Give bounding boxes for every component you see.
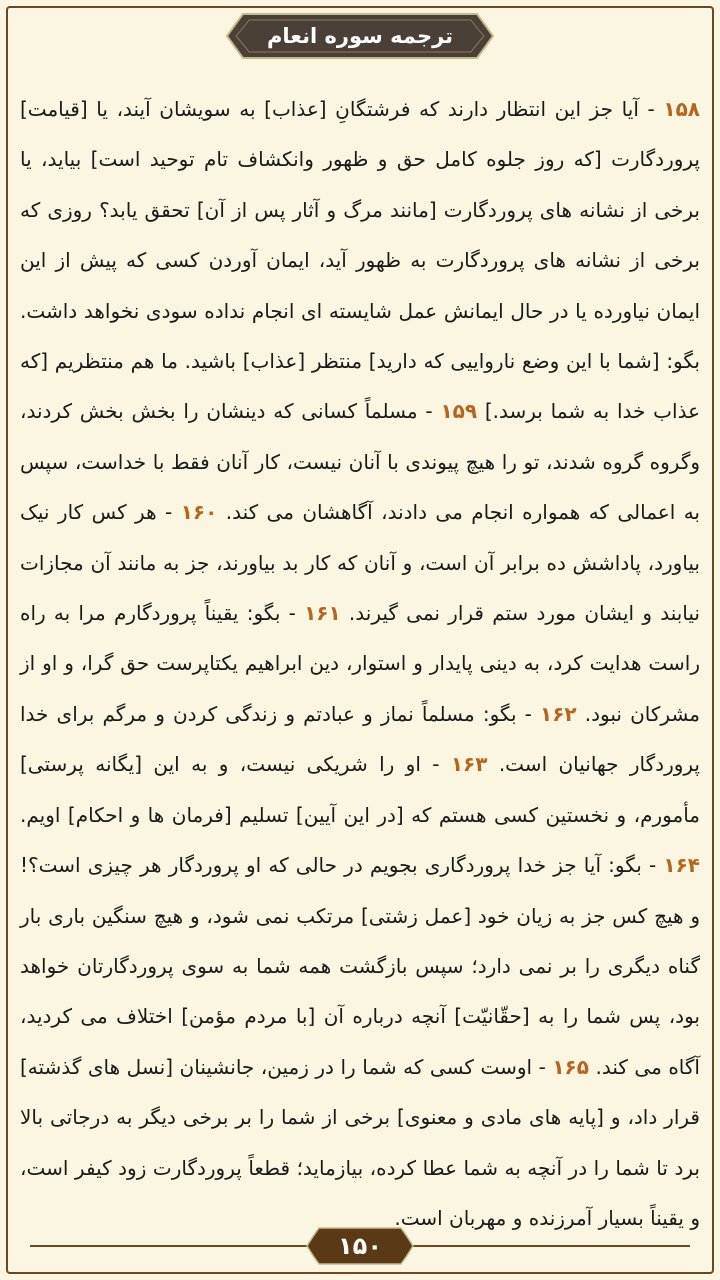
verse-text: - او را شریکی نیست، و به این [یگانه پرستی] مأمورم، و نخستین کسی هستم که [در این آیین] تسلیم [فرمان ها و احکام] اویم. xyxy=(20,752,700,827)
verse-number: ۱۶۳ xyxy=(450,752,488,777)
page-title: ترجمه سوره انعام xyxy=(266,24,454,48)
verse-number: ۱۶۰ xyxy=(180,500,218,525)
page-number-badge xyxy=(305,1226,415,1266)
verse-text: - بگو: آیا جز خدا پروردگاری بجویم در حالی که او پروردگار هر چیزی است؟! و هیچ کس جز به زیان خود [عمل زشتی] مرتکب نمی شود، و هیچ سنگین باری بار گناه دیگری را بر نمی دارد؛ سپس بازگشت همه شما به سوی پروردگارتان خواهد بود، پس شما را به [حقّانیّت] آنچه درباره آن [با مردم مؤمن] اختلاف می کردید، آگاه می کند. xyxy=(20,853,700,1079)
translation-text xyxy=(20,84,700,1230)
verse-text: - اوست کسی که شما را در زمین، جانشینان [نسل های گذشته] قرار داد، و [پایه های مادی و معنوی] برخی از شما را بر برخی دیگر به درجاتی بالا برد تا شما را در آنچه به شما عطا کرده، بیازماید؛ قطعاً پروردگارت زود کیفر است، و یقیناً بسیار آمرزنده و مهربان است. xyxy=(20,1054,700,1230)
verse-text: - مسلماً کسانی که دینشان را بخش بخش کردند، وگروه گروه شدند، تو را هیچ پیوندی با آنان نیست، کار آنان فقط با خداست، سپس به اعمالی که همواره انجام می دادند، آگاهشان می کند. xyxy=(20,399,700,525)
verse-number: ۱۶۱ xyxy=(304,601,341,626)
verse-number: ۱۶۴ xyxy=(663,853,700,878)
title-banner xyxy=(225,12,495,60)
verse-text: - بگو: یقیناً پروردگارم مرا به راه راست هدایت کرد، به دینی پایدار و استوار، دین ابراهیم یکتاپرست حق گرا، و او از مشرکان نبود. xyxy=(20,601,700,726)
verse-number: ۱۶۵ xyxy=(552,1054,589,1079)
verse-text: - آیا جز این انتظار دارند که فرشتگانِ [عذاب] به سویشان آیند، یا [قیامت] پروردگارت [که روز جلوه کامل حق و ظهور وانکشاف تام توحید است] بیاید، یا برخی از نشانه های پروردگارت [مانند مرگ و آثار پس از آن] تحقق یابد؟ روزی که برخی از نشانه های پروردگارت به ظهور آید، ایمان آوردن کسی که پیش از این ایمان نیاورده یا در حال ایمانش عمل شایسته ای انجام نداده سودی نخواهد داشت. بگو: [شما با این وضع نارواییی که دارید] منتظر [عذاب] باشید. ما هم منتظریم [که عذاب خدا به شما برسد.] xyxy=(20,97,700,424)
verse-text: - بگو: مسلماً نماز و عبادتم و زندگی کردن و مرگم برای خدا پروردگار جهانیان است. xyxy=(20,701,700,777)
verse-number: ۱۵۹ xyxy=(440,399,478,424)
verse-number: ۱۶۲ xyxy=(540,701,577,726)
verse-text: - هر کس کار نیک بیاورد، پاداشش ده برابر آن است، و آنان که کار بد بیاورند، جز به مانند آن مجازات نیابند و ایشان مورد ستم قرار نمی گیرند. xyxy=(20,500,700,626)
page-number: ۱۵۰ xyxy=(338,1232,382,1260)
verse-number: ۱۵۸ xyxy=(663,97,700,121)
